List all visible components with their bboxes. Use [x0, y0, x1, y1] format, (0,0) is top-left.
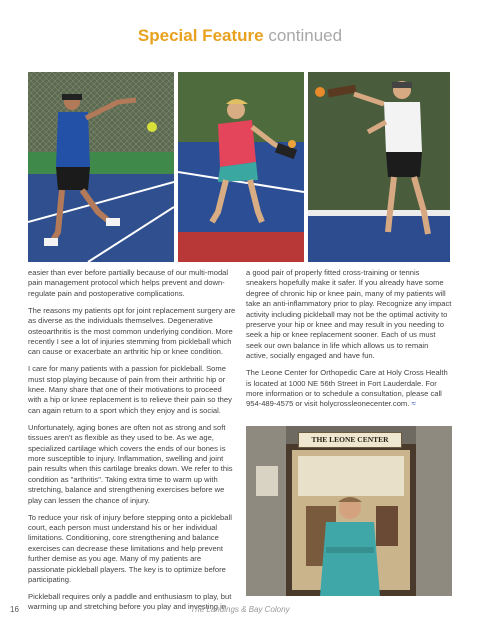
paragraph: Unfortunately, aging bones are often not as strong and soft tissues aren't as flexible as they used to be. As we age, specialized cartilage which covers the ends of our bones is more susceptible to injury. Inflammation, swelling and joint pain results when this cartilage breaks down. We refer to this condition as "arthritis". Taking extra time to warm up with stretching, balance and strengthening exercises before we play can lessen the chance of injury.: [28, 422, 233, 505]
paragraph: a good pair of properly fitted cross-training or tennis sneakers hopefully make it safer. If you already have some degree of chronic hip or knee pain, many of my patients will take an anti-inflammatory prior to play. Recognize any impact activity including pickleball may not be the optimal activity to preserve your hip or knee and may result in you needing to seek a hip or knee replacement sooner. Each of us must seek our own balance in life which allows us to remain active, socially engaged and have fun.: [246, 268, 452, 361]
page-header: [0, 26, 480, 46]
paragraph: To reduce your risk of injury before stepping onto a pickleball court, each person must understand his or her individual limitations. Conditioning, core strengthening and balance exercises can decrease these limitations and help prevent further demise as you age. Many of my patients are passionate pickleball players. The key is to optimize before participating.: [28, 512, 232, 584]
header-continued: continued: [268, 26, 343, 45]
photo-doctor-leone-center: [246, 426, 452, 596]
paragraph: I care for many patients with a passion for pickleball. Some must stop playing because of pain from their arthritic hip or knee. Many share that one of their motivations to proceed with a hip or knee replacement is to relieve their pain so they can again return to a sport which they enjoy and is social.: [28, 364, 232, 415]
page-number: 16: [10, 605, 19, 614]
photo-player-pink-shirt: [178, 72, 304, 262]
leone-center-sign: THE LEONE CENTER: [298, 432, 402, 448]
magazine-title: The Landings & Bay Colony: [190, 605, 290, 614]
article-column-right: [246, 268, 452, 416]
paragraph: easier than ever before partially because of our multi-modal pain management protocol which helps prevent and down-regulate pain and postoperative complications.: [28, 268, 229, 298]
photo-player-white-shirt: [308, 72, 450, 262]
article-column-left: [28, 268, 236, 619]
contact-text: The Leone Center for Orthopedic Care at Holy Cross Health is located at 1000 NE 56th Street in Fort Lauderdale. For more information or to schedule a consultation, please call 954-489-4575 or visit holycrossleonecenter.com.: [246, 368, 448, 409]
paragraph: Pickleball requires only a paddle and enthusiasm to play, but warming up and stretching before you play and investing in: [28, 591, 232, 612]
contact-paragraph: [246, 368, 452, 410]
end-mark-icon: ≈: [411, 399, 416, 409]
photo-player-blue-shirt: [28, 72, 174, 262]
header-title: Special Feature: [137, 26, 264, 45]
paragraph: The reasons my patients opt for joint replacement surgery are as diverse as the individuals themselves. Degenerative osteoarthritis is the most common underlying condition. More recently I see a lot of injuries stemming from pickleball which can cause or exacerbate an arthritic hip or knee condition.: [28, 305, 236, 357]
